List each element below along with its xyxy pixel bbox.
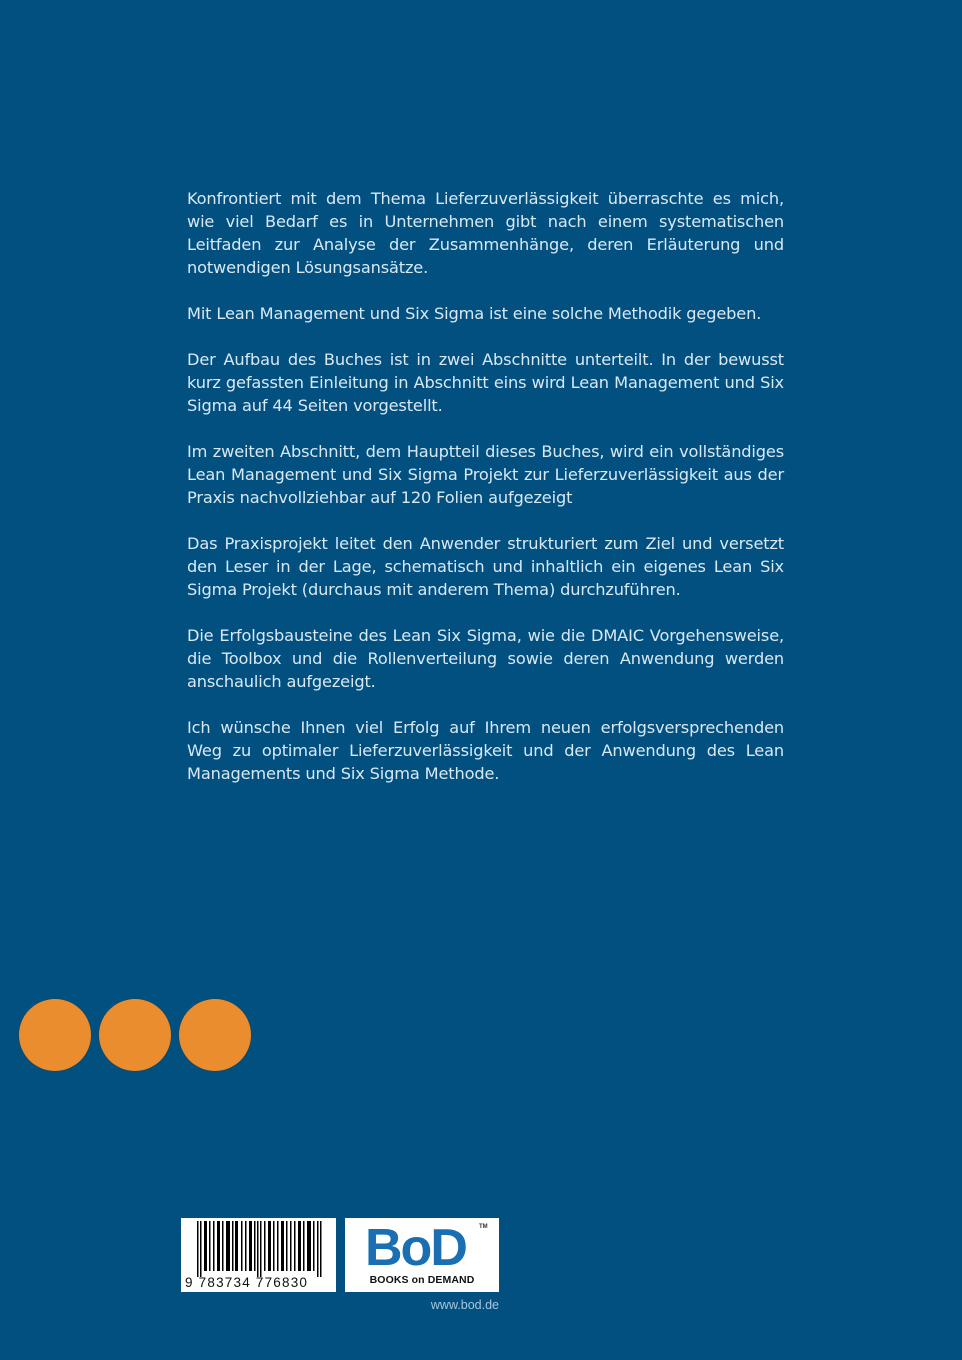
blurb-paragraph-4: Im zweiten Abschnitt, dem Hauptteil dieses Buches, wird ein vollständiges Lean Management und Six Sigma Projekt zur Lieferzuverlässigkeit aus der Praxis nachvollziehbar auf 120 Folien aufgezeigt <box>187 442 784 507</box>
decorative-dots <box>19 999 251 1071</box>
blurb-paragraph-7: Ich wünsche Ihnen viel Erfolg auf Ihrem neuen erfolgsversprechenden Weg zu optimaler Lieferzuverlässigkeit und der Anwendung des Lean Managements und Six Sigma Methode. <box>187 718 784 783</box>
trademark-mark: TM <box>479 1224 488 1230</box>
barcode-icon <box>187 1221 330 1277</box>
back-cover-blurb <box>187 187 784 808</box>
isbn-number: 9 783734 776830 <box>185 1275 309 1290</box>
publisher-url: www.bod.de <box>430 1298 499 1312</box>
blurb-paragraph-5: Das Praxisprojekt leitet den Anwender strukturiert zum Ziel und versetzt den Leser in der Lage, schematisch und inhaltlich ein eigenes Lean Six Sigma Projekt (durchaus mit anderem Thema) durchzuführen. <box>187 534 784 599</box>
blurb-paragraph-1: Konfrontiert mit dem Thema Lieferzuverlässigkeit überraschte es mich, wie viel Bedarf es in Unternehmen gibt nach einem systematischen Leitfaden zur Analyse der Zusammenhänge, deren Erläuterung und notwendigen Lösungsansätze. <box>187 189 784 277</box>
orange-dot-icon <box>99 999 171 1071</box>
blurb-paragraph-3: Der Aufbau des Buches ist in zwei Abschnitte unterteilt. In der bewusst kurz gefassten Einleitung in Abschnitt eins wird Lean Management und Six Sigma auf 44 Seiten vorgestellt. <box>187 350 784 415</box>
isbn-barcode <box>181 1218 336 1292</box>
blurb-paragraph-2: Mit Lean Management und Six Sigma ist eine solche Methodik gegeben. <box>187 304 762 323</box>
publisher-tagline: BOOKS on DEMAND <box>369 1274 475 1286</box>
blurb-paragraph-6: Die Erfolgsbausteine des Lean Six Sigma, wie die DMAIC Vorgehensweise, die Toolbox und die Rollenverteilung sowie deren Anwendung werden anschaulich aufgezeigt. <box>187 626 784 691</box>
orange-dot-icon <box>179 999 251 1071</box>
bod-logo-text: BoD <box>365 1219 466 1277</box>
publisher-logo <box>345 1218 499 1292</box>
orange-dot-icon <box>19 999 91 1071</box>
